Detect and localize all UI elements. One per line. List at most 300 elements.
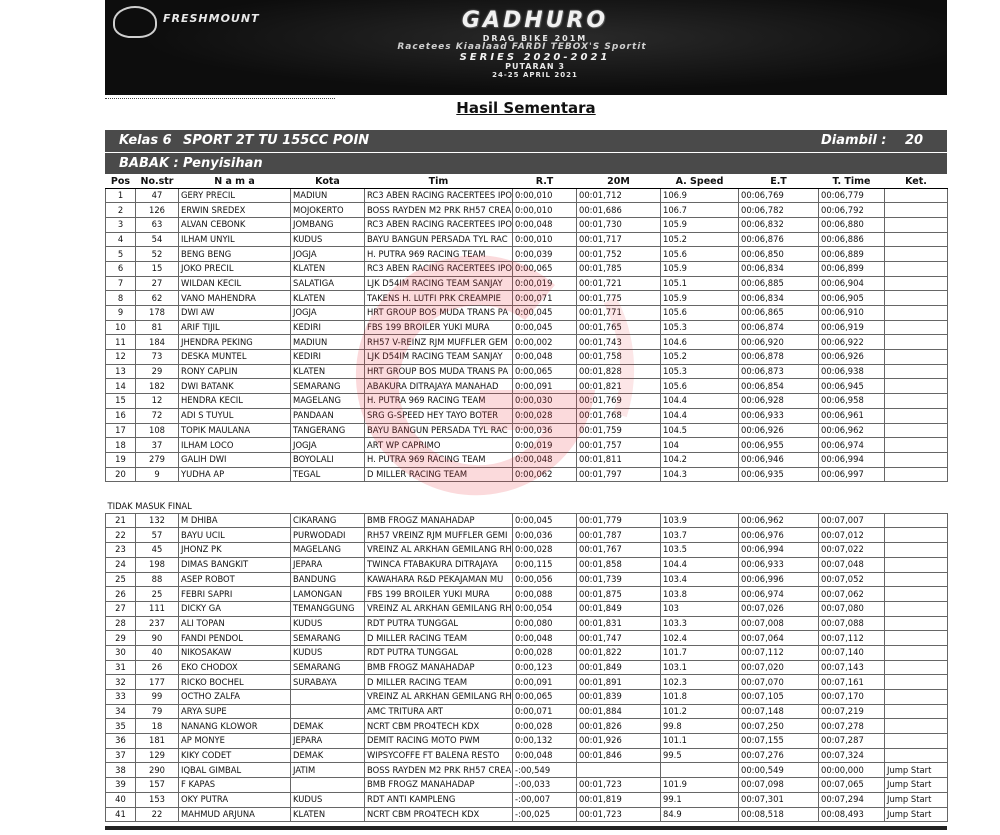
table-cell: H. PUTRA 969 RACING TEAM bbox=[365, 452, 513, 467]
spacer-row bbox=[106, 482, 948, 496]
table-cell: 00:06,974 bbox=[819, 438, 885, 453]
table-row bbox=[106, 276, 948, 291]
table-cell bbox=[885, 408, 948, 423]
page-title: Hasil Sementara bbox=[456, 99, 596, 117]
table-cell bbox=[885, 335, 948, 350]
table-row bbox=[106, 807, 948, 822]
table-cell: 153 bbox=[136, 792, 179, 807]
table-cell: 129 bbox=[136, 748, 179, 763]
table-cell: 00:07,020 bbox=[739, 660, 819, 675]
table-cell: 0:00,019 bbox=[513, 276, 577, 291]
table-cell: 47 bbox=[136, 188, 179, 203]
table-cell: 0:00,056 bbox=[513, 572, 577, 587]
column-header: Kota bbox=[291, 175, 365, 188]
table-cell: FBS 199 BROILER YUKI MURA bbox=[365, 320, 513, 335]
table-cell: KEDIRI bbox=[291, 320, 365, 335]
table-cell: 181 bbox=[136, 734, 179, 749]
table-cell: 00:06,899 bbox=[819, 261, 885, 276]
table-cell: 0:00,028 bbox=[513, 645, 577, 660]
table-cell: 00:06,922 bbox=[819, 335, 885, 350]
table-cell: 00:06,910 bbox=[819, 306, 885, 321]
table-cell bbox=[885, 438, 948, 453]
table-row bbox=[106, 704, 948, 719]
table-cell: 00:01,787 bbox=[577, 528, 661, 543]
table-row bbox=[106, 291, 948, 306]
table-cell: 00:07,155 bbox=[739, 734, 819, 749]
table-row bbox=[106, 261, 948, 276]
table-cell: 32 bbox=[106, 675, 136, 690]
table-cell bbox=[885, 276, 948, 291]
table-cell: 00:06,854 bbox=[739, 379, 819, 394]
table-cell: 28 bbox=[106, 616, 136, 631]
table-cell: 88 bbox=[136, 572, 179, 587]
table-cell: 0:00,071 bbox=[513, 291, 577, 306]
table-cell: 62 bbox=[136, 291, 179, 306]
table-cell: 36 bbox=[106, 734, 136, 749]
table-cell: 00:07,012 bbox=[819, 528, 885, 543]
table-row bbox=[106, 543, 948, 558]
table-cell: 25 bbox=[106, 572, 136, 587]
table-cell: 0:00,054 bbox=[513, 601, 577, 616]
table-cell: 103.5 bbox=[661, 543, 739, 558]
table-cell: 22 bbox=[106, 528, 136, 543]
table-cell: 0:00,028 bbox=[513, 719, 577, 734]
table-cell bbox=[577, 763, 661, 778]
table-cell: VREINZ AL ARKHAN GEMILANG RH bbox=[365, 601, 513, 616]
table-row bbox=[106, 675, 948, 690]
table-cell: VANO MAHENDRA bbox=[179, 291, 291, 306]
table-cell bbox=[885, 379, 948, 394]
table-cell bbox=[291, 690, 365, 705]
table-row bbox=[106, 452, 948, 467]
table-cell: RC3 ABEN RACING RACERTEES IPO bbox=[365, 217, 513, 232]
table-cell bbox=[885, 467, 948, 482]
table-cell: 104.4 bbox=[661, 408, 739, 423]
table-cell: 24 bbox=[106, 557, 136, 572]
column-header: N a m a bbox=[179, 175, 291, 188]
table-cell: 00:06,905 bbox=[819, 291, 885, 306]
table-cell: 39 bbox=[106, 778, 136, 793]
table-cell bbox=[885, 423, 948, 438]
table-row bbox=[106, 734, 948, 749]
table-cell bbox=[885, 528, 948, 543]
table-cell: 00:01,747 bbox=[577, 631, 661, 646]
table-cell: 0:00,065 bbox=[513, 261, 577, 276]
table-cell: 105.9 bbox=[661, 261, 739, 276]
table-cell: 00:01,849 bbox=[577, 601, 661, 616]
table-cell: 106.7 bbox=[661, 203, 739, 218]
table-cell: 00:01,811 bbox=[577, 452, 661, 467]
table-cell: 00:01,743 bbox=[577, 335, 661, 350]
table-cell: 0:00,028 bbox=[513, 543, 577, 558]
table-cell: 0:00,028 bbox=[513, 408, 577, 423]
table-cell bbox=[885, 631, 948, 646]
table-cell: DWI AW bbox=[179, 306, 291, 321]
table-cell: 132 bbox=[136, 513, 179, 528]
results-table bbox=[105, 175, 948, 822]
table-cell: 84.9 bbox=[661, 807, 739, 822]
table-cell: RC3 ABEN RACING RACERTEES IPO bbox=[365, 188, 513, 203]
table-cell: 00:06,996 bbox=[739, 572, 819, 587]
table-cell: 0:00,071 bbox=[513, 704, 577, 719]
table-cell: 00:06,834 bbox=[739, 261, 819, 276]
table-cell: 73 bbox=[136, 350, 179, 365]
table-cell: 00:06,865 bbox=[739, 306, 819, 321]
table-row bbox=[106, 320, 948, 335]
table-cell: 157 bbox=[136, 778, 179, 793]
table-cell: 00:01,821 bbox=[577, 379, 661, 394]
table-cell: 00:07,140 bbox=[819, 645, 885, 660]
table-cell: 13 bbox=[106, 364, 136, 379]
table-cell: 00:06,976 bbox=[739, 528, 819, 543]
table-cell: 178 bbox=[136, 306, 179, 321]
table-row bbox=[106, 572, 948, 587]
table-cell: 105.3 bbox=[661, 320, 739, 335]
table-cell: 0:00,132 bbox=[513, 734, 577, 749]
table-cell: 35 bbox=[106, 719, 136, 734]
table-cell: 00:06,834 bbox=[739, 291, 819, 306]
table-cell: 108 bbox=[136, 423, 179, 438]
event-title: GADHURO bbox=[461, 8, 609, 33]
table-cell: 00:06,933 bbox=[739, 557, 819, 572]
table-cell: 00:01,771 bbox=[577, 306, 661, 321]
table-cell: 00:07,062 bbox=[819, 587, 885, 602]
table-cell bbox=[885, 645, 948, 660]
table-cell: LJK D54IM RACING TEAM SANJAY bbox=[365, 350, 513, 365]
table-cell: DIMAS BANGKIT bbox=[179, 557, 291, 572]
table-cell: 27 bbox=[106, 601, 136, 616]
table-cell: 22 bbox=[136, 807, 179, 822]
class-label: Kelas 6 bbox=[119, 133, 172, 148]
table-cell: D MILLER RACING TEAM bbox=[365, 675, 513, 690]
table-cell: CIKARANG bbox=[291, 513, 365, 528]
table-cell: 00:07,287 bbox=[819, 734, 885, 749]
table-cell: 00:07,276 bbox=[739, 748, 819, 763]
sponsor-strip: Racetees Kiaalaad FARDI TEBOX'S Sportit bbox=[397, 42, 647, 52]
table-cell: 4 bbox=[106, 232, 136, 247]
table-cell: JOGJA bbox=[291, 247, 365, 262]
table-cell: 00:06,935 bbox=[739, 467, 819, 482]
table-cell: 0:00,065 bbox=[513, 690, 577, 705]
table-cell: 00:07,161 bbox=[819, 675, 885, 690]
table-cell: 0:00,062 bbox=[513, 467, 577, 482]
table-cell bbox=[885, 364, 948, 379]
table-cell: 0:00,115 bbox=[513, 557, 577, 572]
table-cell: TEMANGGUNG bbox=[291, 601, 365, 616]
table-cell: SEMARANG bbox=[291, 631, 365, 646]
table-cell: 29 bbox=[136, 364, 179, 379]
table-cell: 81 bbox=[136, 320, 179, 335]
table-cell: 19 bbox=[106, 452, 136, 467]
table-cell: 00:06,886 bbox=[819, 232, 885, 247]
table-cell: 00:01,797 bbox=[577, 467, 661, 482]
table-cell: NCRT CBM PRO4TECH KDX bbox=[365, 807, 513, 822]
table-cell: LJK D54IM RACING TEAM SANJAY bbox=[365, 276, 513, 291]
table-cell bbox=[291, 778, 365, 793]
diambil-value: 20 bbox=[905, 133, 924, 148]
table-cell: 15 bbox=[106, 394, 136, 409]
table-cell: SRG G-SPEED HEY TAYO BOTER bbox=[365, 408, 513, 423]
column-header: A. Speed bbox=[661, 175, 739, 188]
table-cell: 31 bbox=[106, 660, 136, 675]
table-cell: 37 bbox=[136, 438, 179, 453]
table-cell: 00:01,826 bbox=[577, 719, 661, 734]
table-cell: 182 bbox=[136, 379, 179, 394]
table-cell: 105.9 bbox=[661, 217, 739, 232]
table-cell: 00:06,919 bbox=[819, 320, 885, 335]
table-cell: 00:01,686 bbox=[577, 203, 661, 218]
table-row bbox=[106, 778, 948, 793]
table-cell: TEGAL bbox=[291, 467, 365, 482]
table-cell: TOPIK MAULANA bbox=[179, 423, 291, 438]
table-cell: 0:00,048 bbox=[513, 631, 577, 646]
table-cell: 104.6 bbox=[661, 335, 739, 350]
table-cell: KLATEN bbox=[291, 364, 365, 379]
table-cell: PURWODADI bbox=[291, 528, 365, 543]
table-cell bbox=[885, 306, 948, 321]
table-cell: 126 bbox=[136, 203, 179, 218]
table-cell: 14 bbox=[106, 379, 136, 394]
table-cell: 37 bbox=[106, 748, 136, 763]
table-cell: 30 bbox=[106, 645, 136, 660]
table-cell: BOYOLALI bbox=[291, 452, 365, 467]
table-cell: 00:00,000 bbox=[819, 763, 885, 778]
table-cell: MADIUN bbox=[291, 335, 365, 350]
table-cell: 00:07,301 bbox=[739, 792, 819, 807]
table-cell: 00:01,849 bbox=[577, 660, 661, 675]
table-cell: 0:00,030 bbox=[513, 394, 577, 409]
class-header bbox=[105, 130, 947, 153]
table-cell: ALI TOPAN bbox=[179, 616, 291, 631]
table-cell: 00:06,974 bbox=[739, 587, 819, 602]
table-cell: JOGJA bbox=[291, 438, 365, 453]
table-cell: MAGELANG bbox=[291, 543, 365, 558]
table-cell: 00:06,961 bbox=[819, 408, 885, 423]
table-cell: ABAKURA DITRAJAYA MANAHAD bbox=[365, 379, 513, 394]
table-cell: 0:00,091 bbox=[513, 379, 577, 394]
table-cell: 41 bbox=[106, 807, 136, 822]
class-name: SPORT 2T TU 155CC POIN bbox=[183, 133, 370, 148]
table-cell: 20 bbox=[106, 467, 136, 482]
table-cell bbox=[885, 601, 948, 616]
table-cell: 00:07,098 bbox=[739, 778, 819, 793]
table-cell: 00:01,779 bbox=[577, 513, 661, 528]
table-cell bbox=[885, 675, 948, 690]
table-cell: 00:07,008 bbox=[739, 616, 819, 631]
table-cell: 177 bbox=[136, 675, 179, 690]
table-cell bbox=[885, 734, 948, 749]
table-cell: 101.8 bbox=[661, 690, 739, 705]
table-cell: 26 bbox=[106, 587, 136, 602]
table-cell: KLATEN bbox=[291, 291, 365, 306]
table-cell: SURABAYA bbox=[291, 675, 365, 690]
column-header: T. Time bbox=[819, 175, 885, 188]
table-cell: 00:01,723 bbox=[577, 807, 661, 822]
section-label: TIDAK MASUK FINAL bbox=[107, 500, 192, 511]
table-cell: 00:01,846 bbox=[577, 748, 661, 763]
table-cell: 104.3 bbox=[661, 467, 739, 482]
table-cell: RDT ANTI KAMPLENG bbox=[365, 792, 513, 807]
table-cell: 00:06,850 bbox=[739, 247, 819, 262]
table-cell bbox=[885, 543, 948, 558]
table-cell: 105.2 bbox=[661, 232, 739, 247]
table-cell: 198 bbox=[136, 557, 179, 572]
table-cell: 00:01,926 bbox=[577, 734, 661, 749]
table-cell: 5 bbox=[106, 247, 136, 262]
table-cell: 105.3 bbox=[661, 364, 739, 379]
table-cell: DEMIT RACING MOTO PWM bbox=[365, 734, 513, 749]
table-row bbox=[106, 719, 948, 734]
table-cell: AP MONYE bbox=[179, 734, 291, 749]
table-cell bbox=[885, 247, 948, 262]
table-cell bbox=[885, 350, 948, 365]
table-cell: 0:00,010 bbox=[513, 232, 577, 247]
table-row bbox=[106, 601, 948, 616]
table-cell: SEMARANG bbox=[291, 660, 365, 675]
table-cell: 00:07,070 bbox=[739, 675, 819, 690]
table-cell: HRT GROUP BOS MUDA TRANS PA bbox=[365, 364, 513, 379]
table-cell: 8 bbox=[106, 291, 136, 306]
table-row bbox=[106, 232, 948, 247]
table-row bbox=[106, 438, 948, 453]
table-row bbox=[106, 616, 948, 631]
table-cell: KLATEN bbox=[291, 807, 365, 822]
table-cell: HRT GROUP BOS MUDA TRANS PA bbox=[365, 306, 513, 321]
table-cell: JEPARA bbox=[291, 734, 365, 749]
table-row bbox=[106, 379, 948, 394]
table-row bbox=[106, 423, 948, 438]
table-cell: 184 bbox=[136, 335, 179, 350]
table-cell: WIPSYCOFFE FT BALENA RESTO bbox=[365, 748, 513, 763]
table-cell: 101.1 bbox=[661, 734, 739, 749]
table-row bbox=[106, 364, 948, 379]
table-cell: GERY PRECIL bbox=[179, 188, 291, 203]
table-cell: 40 bbox=[106, 792, 136, 807]
table-cell: 00:01,758 bbox=[577, 350, 661, 365]
table-cell: 10 bbox=[106, 320, 136, 335]
table-cell: 12 bbox=[106, 350, 136, 365]
table-cell: NIKOSAKAW bbox=[179, 645, 291, 660]
event-series: SERIES 2020-2021 bbox=[459, 52, 611, 63]
table-cell: 00:07,007 bbox=[819, 513, 885, 528]
table-row bbox=[106, 792, 948, 807]
table-row bbox=[106, 247, 948, 262]
table-cell: ARIF TIJIL bbox=[179, 320, 291, 335]
table-cell: 00:06,874 bbox=[739, 320, 819, 335]
table-cell: 00:06,904 bbox=[819, 276, 885, 291]
table-cell: 00:01,721 bbox=[577, 276, 661, 291]
table-cell: 63 bbox=[136, 217, 179, 232]
table-cell: BOSS RAYDEN M2 PRK RH57 CREA bbox=[365, 763, 513, 778]
table-row bbox=[106, 513, 948, 528]
table-cell bbox=[885, 261, 948, 276]
table-cell: 101.7 bbox=[661, 645, 739, 660]
table-cell bbox=[885, 704, 948, 719]
table-cell: KLATEN bbox=[291, 261, 365, 276]
table-cell: 79 bbox=[136, 704, 179, 719]
table-cell: 90 bbox=[136, 631, 179, 646]
table-cell: 00:06,926 bbox=[739, 423, 819, 438]
table-row bbox=[106, 306, 948, 321]
table-cell: AMC TRITURA ART bbox=[365, 704, 513, 719]
table-cell: 00:06,885 bbox=[739, 276, 819, 291]
table-cell: PANDAAN bbox=[291, 408, 365, 423]
table-cell: BMB FROGZ MANAHADAP bbox=[365, 660, 513, 675]
table-cell: 6 bbox=[106, 261, 136, 276]
table-cell: BMB FROGZ MANAHADAP bbox=[365, 513, 513, 528]
table-cell: 17 bbox=[106, 423, 136, 438]
table-cell: 18 bbox=[106, 438, 136, 453]
table-cell: 00:06,832 bbox=[739, 217, 819, 232]
table-cell: 00:06,994 bbox=[819, 452, 885, 467]
table-cell: DWI BATANK bbox=[179, 379, 291, 394]
table-cell: 00:07,026 bbox=[739, 601, 819, 616]
table-cell: LAMONGAN bbox=[291, 587, 365, 602]
babak-value: Penyisihan bbox=[183, 156, 263, 171]
table-cell: 00:07,250 bbox=[739, 719, 819, 734]
table-cell: 00:01,765 bbox=[577, 320, 661, 335]
table-cell: 103.3 bbox=[661, 616, 739, 631]
table-row bbox=[106, 350, 948, 365]
table-row bbox=[106, 645, 948, 660]
table-cell bbox=[885, 320, 948, 335]
table-cell: 0:00,091 bbox=[513, 675, 577, 690]
table-cell: 21 bbox=[106, 513, 136, 528]
table-cell: 45 bbox=[136, 543, 179, 558]
column-header: Pos bbox=[106, 175, 136, 188]
table-cell bbox=[885, 188, 948, 203]
table-cell: 00:07,324 bbox=[819, 748, 885, 763]
table-cell: 00:06,962 bbox=[739, 513, 819, 528]
table-cell: 105.2 bbox=[661, 350, 739, 365]
table-cell: 00:06,873 bbox=[739, 364, 819, 379]
table-cell: 279 bbox=[136, 452, 179, 467]
table-cell: DICKY GA bbox=[179, 601, 291, 616]
table-cell: KAWAHARA R&D PEKAJAMAN MU bbox=[365, 572, 513, 587]
table-cell: 00:06,938 bbox=[819, 364, 885, 379]
table-cell: 103 bbox=[661, 601, 739, 616]
table-cell: 0:00,036 bbox=[513, 423, 577, 438]
table-cell: D MILLER RACING TEAM bbox=[365, 631, 513, 646]
table-cell bbox=[885, 513, 948, 528]
table-cell: 00:08,493 bbox=[819, 807, 885, 822]
table-cell: 00:06,926 bbox=[819, 350, 885, 365]
table-cell: 00:06,920 bbox=[739, 335, 819, 350]
table-cell: 00:06,769 bbox=[739, 188, 819, 203]
table-cell: 00:01,739 bbox=[577, 572, 661, 587]
table-cell: 00:07,170 bbox=[819, 690, 885, 705]
table-cell: H. PUTRA 969 RACING TEAM bbox=[365, 394, 513, 409]
table-cell: 00:07,219 bbox=[819, 704, 885, 719]
table-cell: FEBRI SAPRI bbox=[179, 587, 291, 602]
table-cell: 00:01,717 bbox=[577, 232, 661, 247]
table-cell: 00:06,962 bbox=[819, 423, 885, 438]
table-cell: BAYU BANGUN PERSADA TYL RAC bbox=[365, 423, 513, 438]
table-cell: 00:01,822 bbox=[577, 645, 661, 660]
table-cell: 00:01,875 bbox=[577, 587, 661, 602]
table-cell: 00:01,768 bbox=[577, 408, 661, 423]
brand-logo: FRESHMOUNT bbox=[163, 12, 260, 25]
table-cell: 0:00,039 bbox=[513, 247, 577, 262]
divider bbox=[105, 826, 947, 830]
table-cell: ERWIN SREDEX bbox=[179, 203, 291, 218]
table-cell: 16 bbox=[106, 408, 136, 423]
table-cell: TWINCA FTABAKURA DITRAJAYA bbox=[365, 557, 513, 572]
table-cell: 29 bbox=[106, 631, 136, 646]
table-cell: DEMAK bbox=[291, 748, 365, 763]
table-cell: 00:06,880 bbox=[819, 217, 885, 232]
table-cell: 103.1 bbox=[661, 660, 739, 675]
